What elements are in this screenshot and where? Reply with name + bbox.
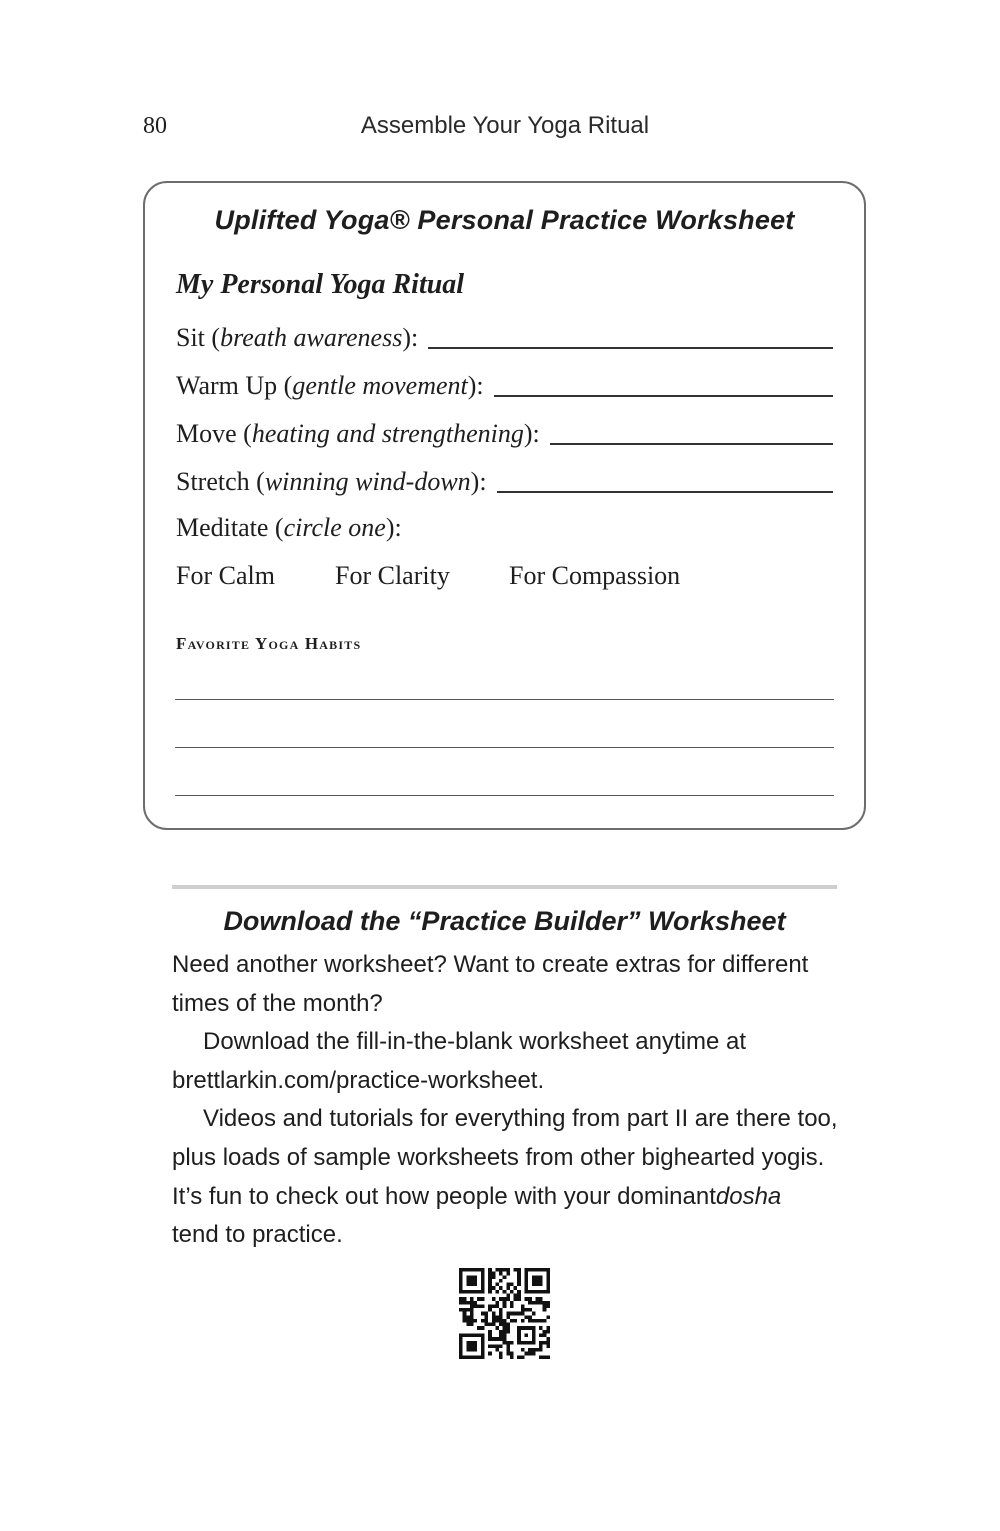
option-for-clarity[interactable]: For Clarity [335,561,450,590]
worksheet-box [143,181,866,830]
body-line: Need another worksheet? Want to create extras for different [172,951,809,978]
download-title: Download the “Practice Builder” Worksheet [223,906,786,936]
download-body [172,946,837,1255]
worksheet-url[interactable]: brettlarkin.com/practice-worksheet. [172,1066,545,1094]
sit-blank[interactable] [428,347,833,349]
body-line: It’s fun to check out how people with your dominantdosha [172,1182,782,1210]
option-for-compassion[interactable]: For Compassion [509,561,681,590]
running-title: Assemble Your Yoga Ritual [360,112,650,139]
body-line: plus loads of sample worksheets from other bighearted yogis. [172,1143,825,1171]
warm-up-blank[interactable] [494,395,833,397]
body-line: times of the month? [172,989,383,1017]
body-line: tend to practice. [172,1221,343,1249]
body-line: Videos and tutorials for everything from part II are there too, [203,1105,838,1133]
move-blank[interactable] [550,443,833,445]
meditate-label: Meditate (circle one): [176,513,402,542]
body-line: Download the fill-in-the-blank worksheet anytime at [203,1028,746,1056]
field-warm-up: Warm Up (gentle movement): [176,365,833,401]
habit-line[interactable] [175,747,834,748]
worksheet-title: Uplifted Yoga® Personal Practice Worksheet [214,205,795,235]
habits-heading: Favorite Yoga Habits [176,634,362,653]
field-stretch: Stretch (winning wind-down): [176,461,833,497]
qr-code[interactable] [459,1268,550,1359]
habit-line[interactable] [175,699,834,700]
section-divider-top [172,885,837,889]
field-move: Move (heating and strengthening): [176,413,833,449]
habit-line[interactable] [175,795,834,796]
option-for-calm[interactable]: For Calm [176,561,275,590]
worksheet-subtitle: My Personal Yoga Ritual [176,269,465,300]
stretch-blank[interactable] [497,491,833,493]
page-number: 80 [143,113,167,139]
field-sit: Sit (breath awareness): [176,317,833,353]
